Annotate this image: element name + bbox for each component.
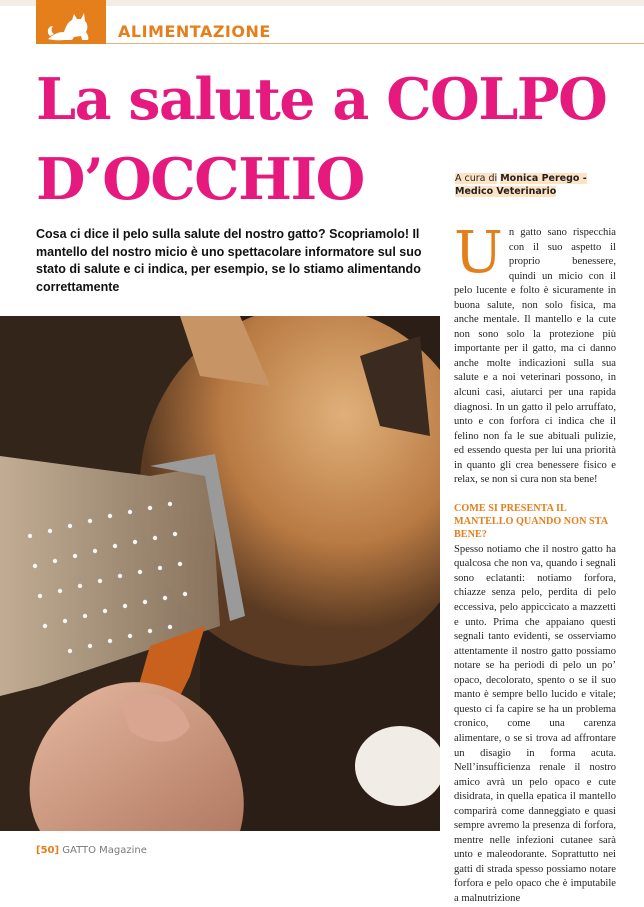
- body-column: [454, 218, 616, 907]
- cat-brushing-photo: [0, 316, 440, 831]
- dropcap: U: [454, 218, 503, 286]
- credit-role: Medico Veterinario: [455, 186, 557, 197]
- page-number: [50]: [36, 845, 60, 856]
- magazine-name: GATTO Magazine: [62, 845, 147, 856]
- body-intro: n gatto sano rispecchia con il suo aspetto il proprio benessere, quindi un micio con il pelo lucente e folto è sicuramente in buona salute, non solo fisica, ma anche mentale. Il mantello e la cute non sono solo la protezione più importante per il gatto, ma ci danno anche molte indicazioni sulla sua salute e a noi veterinari possono, in alcuni casi, aiutarci per una rapida diagnosi. In un gatto il pelo arruffato, unto e con forfora ci indica che il felino non fa le sue abituali pulizie, ed essendo questa per lui una priorità in quanto gli crea benessere fisico e relax, se non si cura non sta bene!: [454, 227, 616, 486]
- credit-name: Monica Perego -: [500, 173, 587, 184]
- section-label: ALIMENTAZIONE: [118, 22, 271, 41]
- header-rule: [106, 43, 644, 44]
- section-icon-box: [36, 0, 106, 44]
- credit-prefix: A cura di: [455, 173, 498, 184]
- body-second: Spesso notiamo che il nostro gatto ha qualcosa che non va, quando i segnali sono eclatanti: notiamo forfora, chiazze senza pelo, perdita di pelo eccessiva, pelo appiccicato a mazzetti e unto. Prima che appaiano questi segnali tanto evidenti, se osserviamo attentamente il nostro gatto possiamo notare se ha periodi di pelo un po’ opaco, decolorato, spento o se il suo manto è sempre bello lucido e vitale; questo ci fa capire se ha un problema cronico, come una carenza alimentare, o se si trova ad affrontare un disagio in forma acuta. Nell’insufficienza renale il nostro amico avrà un pelo opaco e cute disidrata, in quella epatica il mantello comparirà come danneggiato e quasi sempre avremo la presenza di forfora, mentre nelle infezioni cutanee sarà unto e maleodorante. Soprattutto nei gatti di strada spesso possiamo notare forfora e pelo opaco che è imputabile a malnutrizione: [454, 543, 616, 904]
- lead-paragraph: Cosa ci dice il pelo sulla salute del nostro gatto? Scopriamolo! Il mantello del nostro micio è uno spettacolare informatore sul suo stato di salute e ci indica, per esempio, se lo stiamo alimentando correttamente: [36, 227, 422, 294]
- subheading: COME SI PRESENTA IL MANTELLO QUANDO NON STA BENE?: [454, 502, 608, 540]
- page-footer: [36, 845, 147, 856]
- cat-silhouette-icon: [44, 4, 98, 42]
- author-credit: [455, 172, 605, 198]
- title-line-2: D’OCCHIO: [36, 146, 364, 213]
- title-line-1: La salute a COLPO: [36, 66, 607, 133]
